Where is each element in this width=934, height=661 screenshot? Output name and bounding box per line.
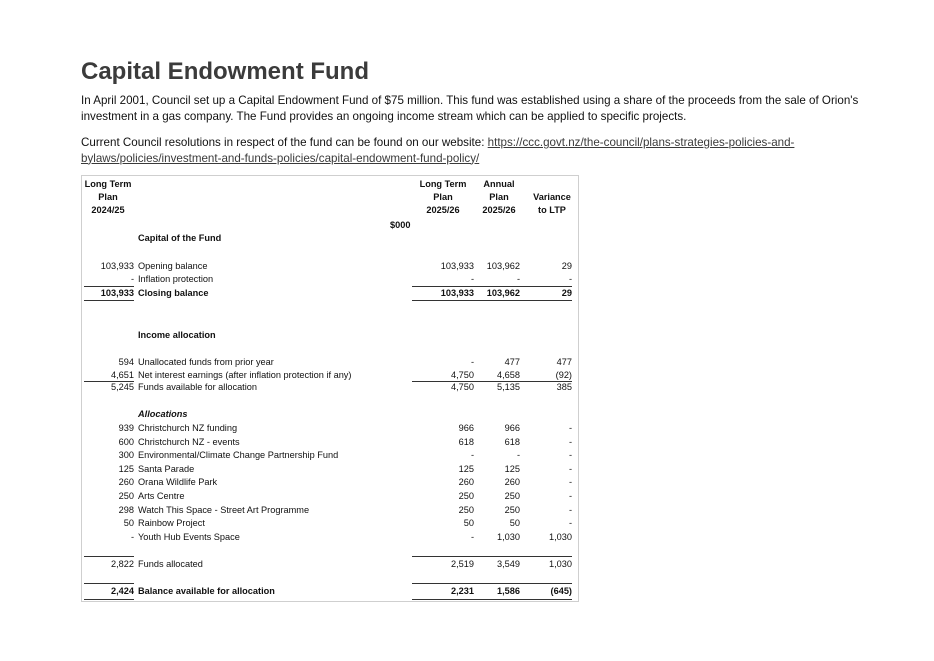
allocation-label: Watch This Space - Street Art Programme: [138, 505, 310, 515]
header-variance-line1: Variance: [533, 192, 571, 202]
allocation-var: -: [568, 437, 572, 447]
page-title: Capital Endowment Fund: [81, 58, 369, 85]
allocation-ltp25: 260: [458, 477, 474, 487]
allocation-ltp25: 250: [458, 491, 474, 501]
capital-closing-ltp25: 103,933: [440, 288, 474, 298]
allocation-ap: 966: [504, 423, 520, 433]
funds-allocated-ap: 3,549: [497, 559, 520, 569]
funds-allocated-ltp25: 2,519: [451, 559, 474, 569]
header-annual-plan: [478, 179, 520, 216]
income-row-label: Net interest earnings (after inflation protection if any): [138, 370, 352, 380]
allocation-ltp25: 618: [458, 437, 474, 447]
income-row-ap: 4,658: [497, 370, 520, 380]
capital-opening-ltp24: 103,933: [100, 261, 134, 271]
unit-label: $000: [390, 220, 411, 230]
allocation-ap: -: [516, 450, 520, 460]
income-row-ap: 5,135: [497, 382, 520, 392]
balance-ap: 1,586: [497, 586, 520, 596]
income-row-ltp25: 4,750: [451, 382, 474, 392]
allocation-ltp25: 50: [463, 518, 474, 528]
allocation-label: Arts Centre: [138, 491, 185, 501]
funds-allocated-label: Funds allocated: [138, 559, 203, 569]
policy-link[interactable]: https://ccc.govt.nz/the-council/plans-strategies-policies-and-bylaws/policies/investment-and-funds-policies/capital-endowment-fund-policy/: [81, 136, 795, 165]
capital-inflation-ltp25: -: [470, 274, 474, 284]
allocation-ltp24: 250: [118, 491, 134, 501]
header-ltp-2025-line3: 2025/26: [426, 205, 460, 215]
intro-paragraph: In April 2001, Council set up a Capital Endowment Fund of $75 million. This fund was established using a share of the proceeds from the sale of Orion's investment in a gas company. The Fund provides an ongoing income stream which can be applied to specific projects.: [81, 94, 859, 123]
allocation-ltp24: 260: [118, 477, 134, 487]
balance-ltp24: 2,424: [111, 586, 134, 596]
allocation-ltp24: -: [130, 532, 134, 542]
header-ltp-2025-line1: Long Term: [419, 179, 467, 189]
header-variance: [532, 192, 572, 216]
allocation-ap: 618: [504, 437, 520, 447]
allocation-label: Christchurch NZ - events: [138, 437, 240, 447]
allocation-ltp24: 125: [118, 464, 134, 474]
allocation-ap: 50: [509, 518, 520, 528]
section-income: Income allocation: [138, 330, 216, 340]
divider: [412, 599, 572, 600]
allocation-ltp25: 125: [458, 464, 474, 474]
allocation-label: Christchurch NZ funding: [138, 423, 238, 433]
capital-inflation-ltp24: -: [130, 274, 134, 284]
income-row-ltp25: -: [470, 357, 474, 367]
allocation-ap: 1,030: [497, 532, 520, 542]
divider: [84, 556, 134, 557]
section-allocations: Allocations: [138, 409, 188, 419]
capital-closing-ltp24: 103,933: [100, 288, 134, 298]
allocation-ltp24: 600: [118, 437, 134, 447]
header-ltp-2024: [82, 179, 134, 216]
capital-inflation-label: Inflation protection: [138, 274, 214, 284]
income-row-var: 385: [556, 382, 572, 392]
balance-ltp25: 2,231: [451, 586, 474, 596]
capital-opening-var: 29: [561, 261, 572, 271]
allocation-ltp25: -: [470, 450, 474, 460]
divider: [84, 599, 134, 600]
allocation-label: Environmental/Climate Change Partnership Fund: [138, 450, 339, 460]
allocation-var: -: [568, 464, 572, 474]
capital-closing-var: 29: [561, 288, 572, 298]
capital-opening-ap: 103,962: [486, 261, 520, 271]
header-ltp-2024-line2: Plan: [98, 192, 118, 202]
allocation-label: Orana Wildlife Park: [138, 477, 218, 487]
header-ltp-2025-line2: Plan: [433, 192, 453, 202]
allocation-ap: 125: [504, 464, 520, 474]
header-annual-plan-line3: 2025/26: [482, 205, 516, 215]
allocation-var: 1,030: [549, 532, 572, 542]
header-annual-plan-line1: Annual: [483, 179, 515, 189]
allocation-label: Rainbow Project: [138, 518, 205, 528]
divider: [412, 556, 572, 557]
income-row-ltp25: 4,750: [451, 370, 474, 380]
allocation-ap: 260: [504, 477, 520, 487]
capital-inflation-ap: -: [516, 274, 520, 284]
allocation-label: Youth Hub Events Space: [138, 532, 240, 542]
income-row-ltp24: 4,651: [111, 370, 134, 380]
allocation-ltp24: 939: [118, 423, 134, 433]
capital-inflation-var: -: [568, 274, 572, 284]
divider: [412, 300, 572, 301]
header-ltp-2024-line1: Long Term: [84, 179, 132, 189]
capital-closing-ap: 103,962: [486, 288, 520, 298]
divider: [412, 286, 572, 287]
allocation-var: -: [568, 423, 572, 433]
allocation-label: Santa Parade: [138, 464, 195, 474]
capital-opening-label: Opening balance: [138, 261, 208, 271]
allocation-var: -: [568, 518, 572, 528]
divider: [84, 286, 134, 287]
allocation-ltp24: 300: [118, 450, 134, 460]
income-row-ap: 477: [504, 357, 520, 367]
allocation-var: -: [568, 505, 572, 515]
capital-opening-ltp25: 103,933: [440, 261, 474, 271]
allocation-ap: 250: [504, 491, 520, 501]
header-annual-plan-line2: Plan: [489, 192, 509, 202]
balance-var: (645): [550, 586, 572, 596]
allocation-ltp25: 966: [458, 423, 474, 433]
income-row-label: Unallocated funds from prior year: [138, 357, 274, 367]
capital-closing-label: Closing balance: [138, 288, 209, 298]
allocation-var: -: [568, 477, 572, 487]
allocation-ltp24: 298: [118, 505, 134, 515]
allocation-ap: 250: [504, 505, 520, 515]
allocation-ltp25: 250: [458, 505, 474, 515]
allocation-ltp24: 50: [123, 518, 134, 528]
income-row-label: Funds available for allocation: [138, 382, 257, 392]
allocation-ltp25: -: [470, 532, 474, 542]
allocation-var: -: [568, 491, 572, 501]
income-row-var: 477: [556, 357, 572, 367]
capital-endowment-fund-table: [81, 175, 579, 602]
divider: [84, 583, 134, 584]
allocation-var: -: [568, 450, 572, 460]
resolutions-text: Current Council resolutions in respect of the fund can be found on our website:: [81, 136, 488, 149]
section-capital: Capital of the Fund: [138, 233, 222, 243]
income-row-ltp24: 5,245: [111, 382, 134, 392]
income-row-var: (92): [555, 370, 572, 380]
header-ltp-2024-line3: 2024/25: [91, 205, 125, 215]
header-ltp-2025: [412, 179, 474, 216]
divider: [84, 300, 134, 301]
funds-allocated-var: 1,030: [549, 559, 572, 569]
income-row-ltp24: 594: [118, 357, 134, 367]
divider: [412, 583, 572, 584]
funds-allocated-ltp24: 2,822: [111, 559, 134, 569]
resolutions-paragraph: [81, 135, 861, 166]
header-variance-line2: to LTP: [538, 205, 566, 215]
balance-label: Balance available for allocation: [138, 586, 275, 596]
